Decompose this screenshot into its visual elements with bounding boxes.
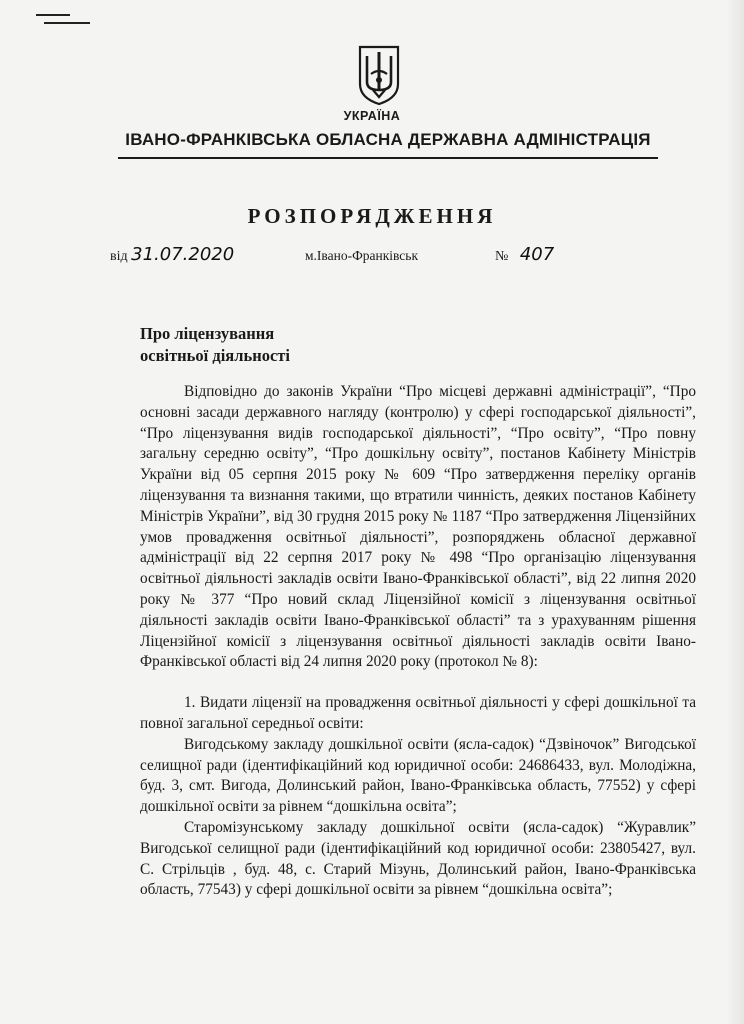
subject-line: Про ліцензування	[140, 324, 275, 343]
number-value: 407	[519, 244, 555, 265]
subject-line: освітньої діяльності	[140, 346, 290, 365]
date-field	[110, 244, 234, 265]
number-field	[495, 244, 554, 265]
scan-mark	[44, 22, 90, 24]
document-body	[140, 382, 696, 901]
subject-heading	[140, 323, 400, 367]
body-paragraph: Старомізунському закладу дошкільної освіти (ясла-садок) “Журавлик” Вигодської селищної ради (ідентифікаційний код юридичної особи: 23805427, вул. С. Стрільців , буд. 48, с. Старий Мізунь, Долинський район, Івано-Франківська область, 77543) у сфері дошкільної освіти за рівнем “дошкільна освіта”;	[140, 818, 696, 899]
scan-mark	[36, 14, 70, 16]
document-title: РОЗПОРЯДЖЕННЯ	[247, 204, 497, 228]
date-value: 31.07.2020	[131, 244, 235, 265]
body-paragraph: Вигодському закладу дошкільної освіти (ясла-садок) “Дзвіночок” Вигодської селищної ради (ідентифікаційний код юридичної особи: 24686433, вул. Молодіжна, буд. 3, смт. Вигода, Долинський район, Івано-Франківська область, 77552) у сфері дошкільної освіти за рівнем “дошкільна освіта”;	[140, 735, 696, 816]
city: м.Івано-Франківськ	[305, 248, 419, 263]
administration-name: ІВАНО-ФРАНКІВСЬКА ОБЛАСНА ДЕРЖАВНА АДМІНІСТРАЦІЯ	[125, 130, 651, 149]
trident-coat-of-arms-icon	[357, 44, 401, 106]
body-paragraph: Відповідно до законів України “Про місцеві державні адміністрації”, “Про основні засади державного нагляду (контролю) у сфері господарської діяльності”, “Про ліцензування видів господарської діяльності”, “Про освіту”, “Про повну загальну середню освіту”, “Про дошкільну освіту”, постанов Кабінету Міністрів України від 05 серпня 2015 року № 609 “Про затвердження переліку органів ліцензування та визнання такими, що втратили чинність, деяких постанов Кабінету Міністрів України”, від 30 грудня 2015 року № 1187 “Про затвердження Ліцензійних умов провадження освітньої діяльності”, розпоряджень обласної державної адміністрації від 22 серпня 2017 року № 498 “Про організацію ліцензування освітньої діяльності закладів освіти Івано-Франківської області”, від 22 липня 2020 року № 377 “Про новий склад Ліцензійної комісії з ліцензування освітньої діяльності закладів освіти Івано-Франківської області” та з урахуванням рішення Ліцензійної комісії з ліцензування освітньої діяльності закладів освіти Івано-Франківської області від 24 липня 2020 року (протокол № 8):	[140, 383, 696, 671]
scan-edge-shadow	[726, 0, 744, 1024]
body-paragraph: 1. Видати ліцензії на провадження освітньої діяльності у сфері дошкільної та повної загальної середньої освіти:	[140, 694, 696, 732]
header-divider	[118, 157, 658, 159]
country-name: УКРАЇНА	[343, 109, 401, 123]
date-prefix: від	[110, 249, 128, 264]
number-prefix: №	[495, 249, 509, 264]
